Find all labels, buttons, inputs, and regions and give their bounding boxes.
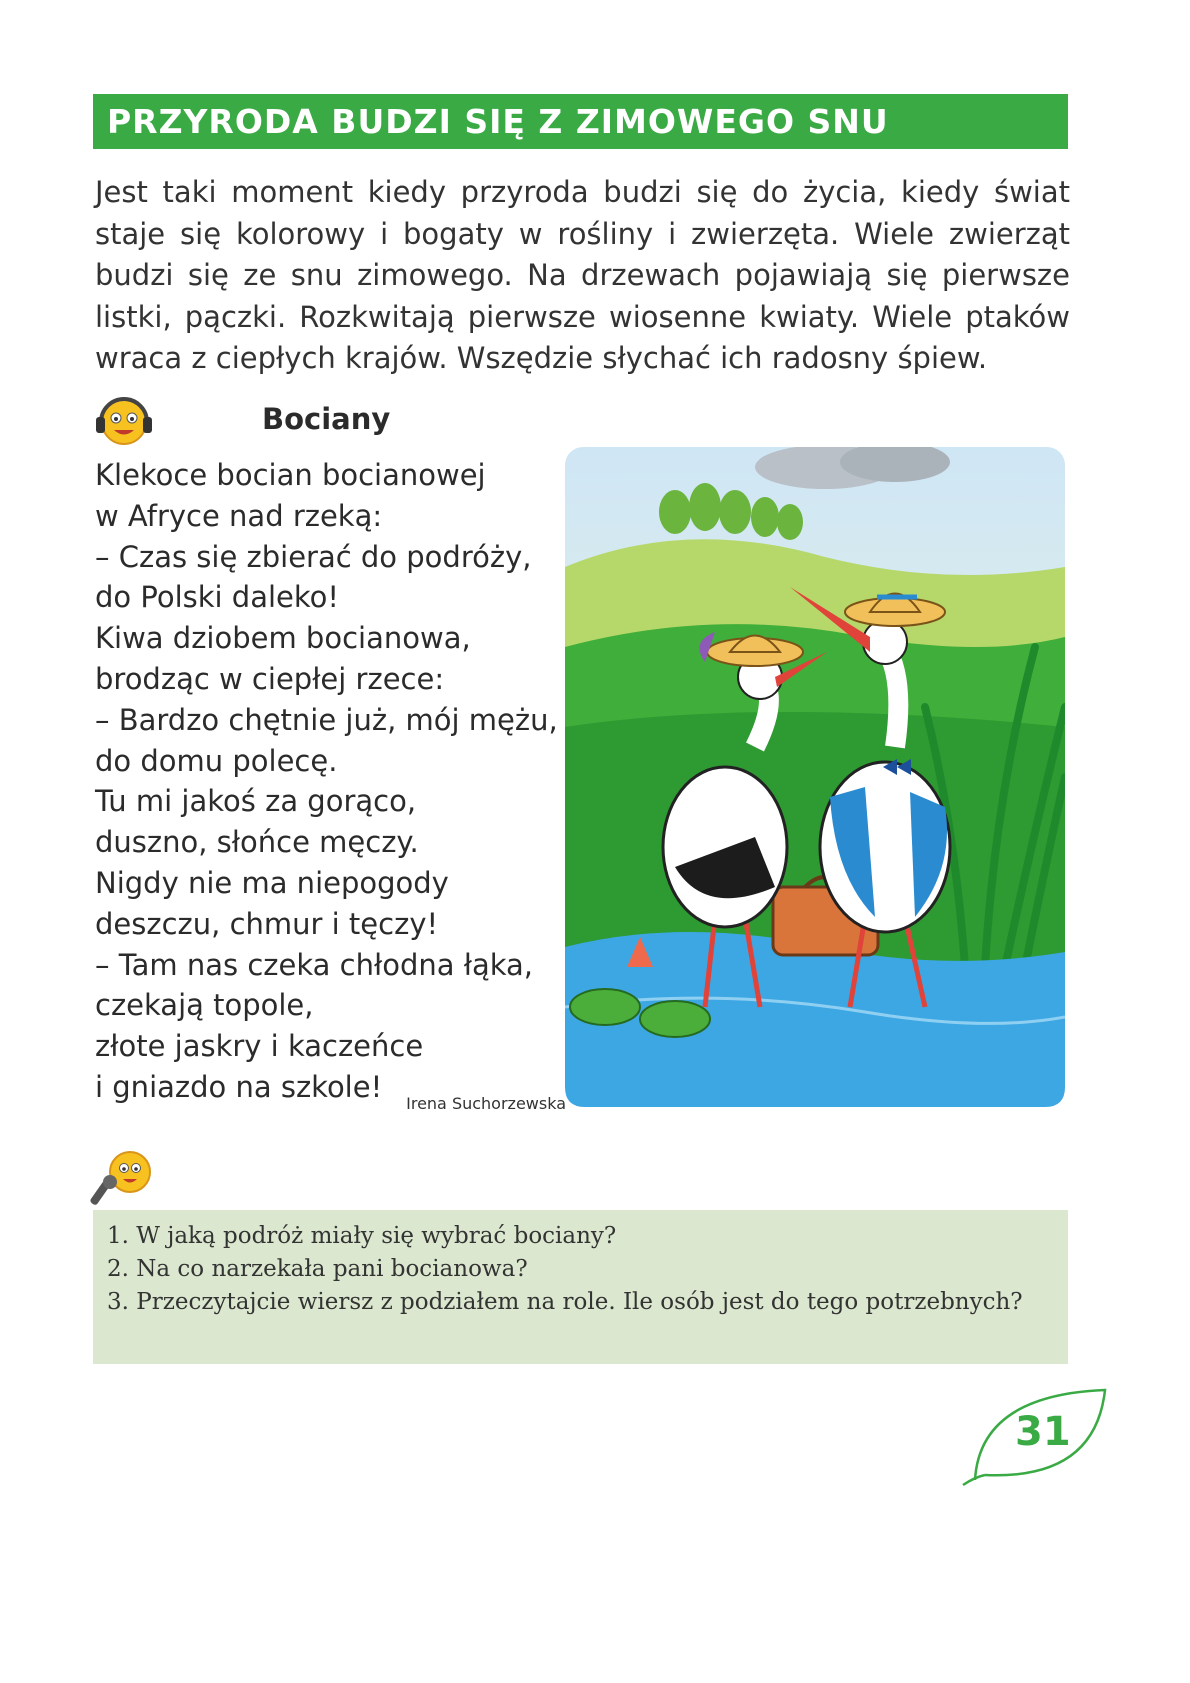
poem-line: brodząc w ciepłej rzece: (95, 661, 445, 696)
poem-line: Kiwa dziobem bocianowa, (95, 621, 471, 656)
poem-line: do domu polecę. (95, 743, 338, 778)
questions-box (93, 1210, 1068, 1364)
headphones-smiley-icon (93, 392, 155, 448)
poem-line: w Afryce nad rzeką: (95, 498, 383, 533)
poem-title: Bociany (262, 402, 391, 436)
poem-line: Nigdy nie ma niepogody (95, 865, 449, 900)
poem-line: – Czas się zbierać do podróży, (95, 539, 532, 574)
storks-illustration (565, 447, 1065, 1107)
page-number: 31 (1015, 1409, 1071, 1455)
question-item: 1. W jaką podróż miały się wybrać bociany? (107, 1223, 617, 1249)
poem-line: i gniazdo na szkole! (95, 1069, 383, 1104)
poem-author: Irena Suchorzewska (406, 1094, 566, 1113)
intro-paragraph: Jest taki moment kiedy przyroda budzi się do życia, kiedy świat staje się kolorowy i bogaty w rośliny i zwierzęta. Wiele zwierząt budzi się ze snu zimowego. Na drzewach pojawiają się pierwsze listki, pączki. Rozkwitają pierwsze wiosenne kwiaty. Wiele ptaków wraca z ciepłych krajów. Wszędzie słychać ich radosny śpiew. (95, 175, 1070, 375)
poem-line: czekają topole, (95, 988, 314, 1023)
question-item: 3. Przeczytajcie wiersz z podziałem na role. Ile osób jest do tego potrzebnych? (107, 1289, 1023, 1315)
page-number-leaf (955, 1385, 1115, 1495)
questions-list (107, 1220, 1056, 1319)
question-item: 2. Na co narzekała pani bocianowa? (107, 1256, 528, 1282)
section-title: PRZYRODA BUDZI SIĘ Z ZIMOWEGO SNU (107, 102, 889, 141)
poem-line: do Polski daleko! (95, 580, 340, 615)
poem-line: – Bardzo chętnie już, mój mężu, (95, 702, 558, 737)
poem-line: – Tam nas czeka chłodna łąka, (95, 947, 534, 982)
poem-line: Klekoce bocian bocianowej (95, 458, 486, 492)
poem-line: złote jaskry i kaczeńce (95, 1029, 424, 1064)
poem-line: Tu mi jakoś za gorąco, (95, 784, 417, 819)
poem-line: duszno, słońce męczy. (95, 825, 419, 860)
microphone-smiley-icon (90, 1148, 156, 1206)
section-header (93, 94, 1068, 149)
poem-line: deszczu, chmur i tęczy! (95, 906, 439, 941)
poem-text (95, 455, 558, 1108)
